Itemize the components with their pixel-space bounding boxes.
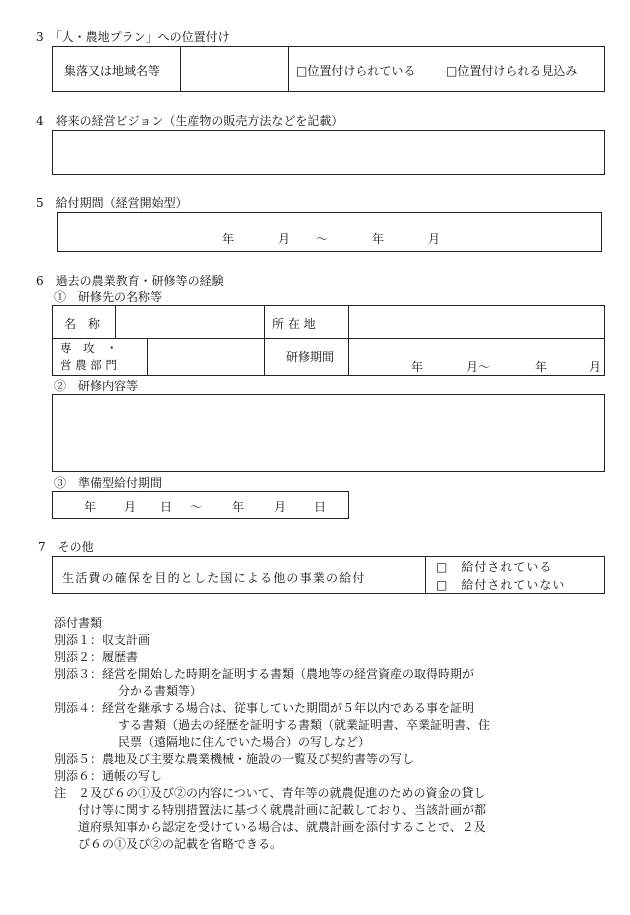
attachment-3-line1: 別添３：経営を開始した時期を証明する書類（農地等の経営資産の取得時期が xyxy=(54,667,475,681)
training-location-label: 所 在 地 xyxy=(272,317,316,331)
area-name-label: 集落又は地域名等 xyxy=(64,64,161,78)
prep-day-2: 日 xyxy=(314,500,327,514)
section-5-heading: 5 給付期間（経営開始型） xyxy=(36,196,188,210)
major-label-line2: 営 農 部 門 xyxy=(60,358,117,372)
period-year-2: 年 xyxy=(372,232,385,246)
table-divider xyxy=(52,338,605,339)
table-divider xyxy=(115,305,116,338)
table-divider xyxy=(180,46,181,92)
prep-day-1: 日 xyxy=(160,500,173,514)
training-month-2: 月 xyxy=(589,360,602,374)
training-subheading-1: ① 研修先の名称等 xyxy=(54,290,163,304)
attachment-4-line1: 別添４：経営を継承する場合は、従事していた期間が５年以内である事を証明 xyxy=(54,701,475,715)
period-month-2: 月 xyxy=(428,232,441,246)
area-name-field[interactable] xyxy=(183,48,287,90)
prep-year-1: 年 xyxy=(84,500,97,514)
attachment-3-line2: 分かる書類等） xyxy=(118,684,203,698)
section-4-heading: 4 将来の経営ビジョン（生産物の販売方法などを記載） xyxy=(36,114,344,128)
training-subheading-3: ③ 準備型給付期間 xyxy=(54,476,163,490)
training-period-label: 研修期間 xyxy=(286,350,335,364)
attachment-2: 別添２：履歴書 xyxy=(54,650,139,664)
attachment-6: 別添６：通帳の写し xyxy=(54,769,163,783)
training-year-2: 年 xyxy=(535,360,548,374)
prep-month-2: 月 xyxy=(274,500,287,514)
training-name-field[interactable] xyxy=(118,307,262,337)
expected-checkbox[interactable]: □位置付けられる見込み xyxy=(446,64,578,78)
note-line3: 道府県知事から認定を受けている場合は、就農計画を添付することで、２及 xyxy=(78,820,486,834)
prep-month-1: 月 xyxy=(124,500,137,514)
section-7-heading: 7 その他 xyxy=(38,540,94,554)
training-subheading-2: ② 研修内容等 xyxy=(54,379,139,393)
other-benefit-label: 生活費の確保を目的とした国による他の事業の給付 xyxy=(62,571,366,585)
table-divider xyxy=(348,305,349,376)
training-year-1: 年 xyxy=(411,360,424,374)
period-tilde: ～ xyxy=(316,232,329,246)
attachment-4-line3: 民票（遠隔地に住んでいた場合）の写しなど） xyxy=(118,735,371,749)
table-divider xyxy=(264,305,265,376)
note-line4: び６の①及び②の記載を省略できる。 xyxy=(78,837,283,851)
table-divider xyxy=(147,338,148,376)
benefit-not-received-checkbox[interactable]: □ 給付されていない xyxy=(436,578,566,592)
section-6-heading: 6 過去の農業教育・研修等の経験 xyxy=(36,274,224,288)
note-line2: 付け等に関する特別措置法に基づく就農計画に記載しており、当該計画が都 xyxy=(78,803,487,817)
training-content-field[interactable] xyxy=(52,394,605,472)
table-divider xyxy=(425,556,426,594)
attachments-title: 添付書類 xyxy=(54,616,103,630)
vision-field[interactable] xyxy=(52,130,605,175)
major-field[interactable] xyxy=(150,340,262,374)
prep-tilde: ～ xyxy=(190,500,203,514)
attachment-5: 別添５：農地及び主要な農業機械・施設の一覧及び契約書等の写し xyxy=(54,752,415,766)
training-name-label: 名 称 xyxy=(64,317,101,331)
benefit-period-field[interactable] xyxy=(57,212,602,252)
table-divider xyxy=(288,46,289,92)
training-month-1: 月～ xyxy=(466,360,491,374)
period-month-1: 月 xyxy=(278,232,291,246)
major-label-line1: 専 攻 ・ xyxy=(60,341,118,355)
attachment-1: 別添１：収支計画 xyxy=(54,633,151,647)
positioned-checkbox[interactable]: □位置付けられている xyxy=(296,64,416,78)
benefit-received-checkbox[interactable]: □ 給付されている xyxy=(436,560,553,574)
note-line1: 注 ２及び６の①及び②の内容について、青年等の就農促進のための資金の貸し xyxy=(54,786,486,800)
section-3-heading: 3 「人・農地プラン」への位置付け xyxy=(36,30,230,44)
training-location-field[interactable] xyxy=(352,307,602,337)
attachment-4-line2: する書類（過去の経歴を証明する書類（就業証明書、卒業証明書、住 xyxy=(118,718,491,732)
period-year-1: 年 xyxy=(222,232,235,246)
prep-year-2: 年 xyxy=(232,500,245,514)
